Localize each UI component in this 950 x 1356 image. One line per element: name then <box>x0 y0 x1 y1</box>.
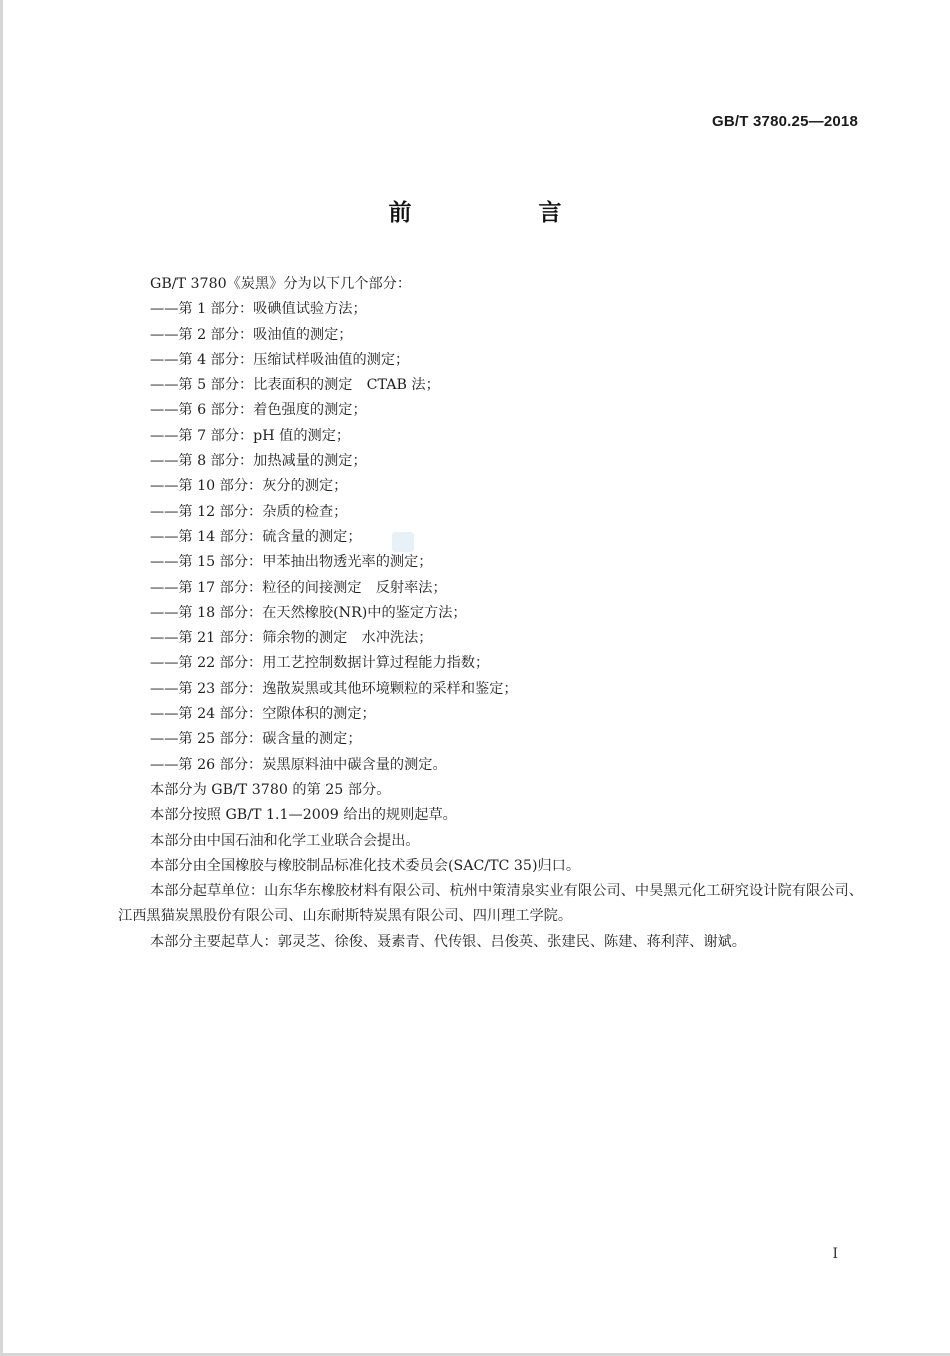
page-title: 前 言 <box>388 200 614 226</box>
part-item: ——第 22 部分：用工艺控制数据计算过程能力指数； <box>150 655 490 672</box>
statement-proposer: 本部分由中国石油和化学工业联合会提出。 <box>150 832 420 849</box>
part-item: ——第 17 部分：粒径的间接测定 反射率法； <box>150 579 447 596</box>
part-item: ——第 21 部分：筛余物的测定 水冲洗法； <box>150 630 433 647</box>
part-item: ——第 1 部分：吸碘值试验方法； <box>150 301 367 318</box>
foreword-body <box>118 272 863 955</box>
statement-drafting-rules: 本部分按照 GB/T 1.1—2009 给出的规则起草。 <box>150 807 457 824</box>
part-item: ——第 7 部分：pH 值的测定； <box>150 427 351 444</box>
part-item: ——第 6 部分：着色强度的测定； <box>150 402 367 419</box>
statement-drafters: 本部分主要起草人：郭灵芝、徐俊、聂素青、代传银、吕俊英、张建民、陈建、蒋利萍、谢斌。 <box>150 933 746 950</box>
part-item: ——第 24 部分：空隙体积的测定； <box>150 706 376 723</box>
part-item: ——第 25 部分：碳含量的测定； <box>150 731 362 748</box>
part-item: ——第 12 部分：杂质的检查； <box>150 503 348 520</box>
statement-drafting-units: 本部分起草单位：山东华东橡胶材料有限公司、杭州中策清泉实业有限公司、中昊黑元化工研究设计院有限公司、江西黑猫炭黑股份有限公司、山东耐斯特炭黑有限公司、四川理工学院。 <box>118 883 863 925</box>
part-item: ——第 4 部分：压缩试样吸油值的测定； <box>150 351 410 368</box>
part-item: ——第 18 部分：在天然橡胶(NR)中的鉴定方法； <box>150 604 467 621</box>
part-item: ——第 8 部分：加热减量的测定； <box>150 453 367 470</box>
standard-code: GB/T 3780.25—2018 <box>712 113 858 130</box>
statement-committee: 本部分由全国橡胶与橡胶制品标准化技术委员会(SAC/TC 35)归口。 <box>150 857 581 874</box>
statement-part-number: 本部分为 GB/T 3780 的第 25 部分。 <box>150 781 391 798</box>
part-item: ——第 14 部分：硫含量的测定； <box>150 528 362 545</box>
part-item: ——第 2 部分：吸油值的测定； <box>150 326 353 343</box>
intro-line: GB/T 3780《炭黑》分为以下几个部分： <box>150 276 412 292</box>
part-item: ——第 15 部分：甲苯抽出物透光率的测定； <box>150 554 433 571</box>
page-number: I <box>832 1246 838 1262</box>
part-item: ——第 10 部分：灰分的测定； <box>150 478 348 495</box>
part-item: ——第 26 部分：炭黑原料油中碳含量的测定。 <box>150 756 447 773</box>
part-item: ——第 5 部分：比表面积的测定 CTAB 法； <box>150 377 440 394</box>
part-item: ——第 23 部分：逸散炭黑或其他环境颗粒的采样和鉴定； <box>150 680 518 697</box>
